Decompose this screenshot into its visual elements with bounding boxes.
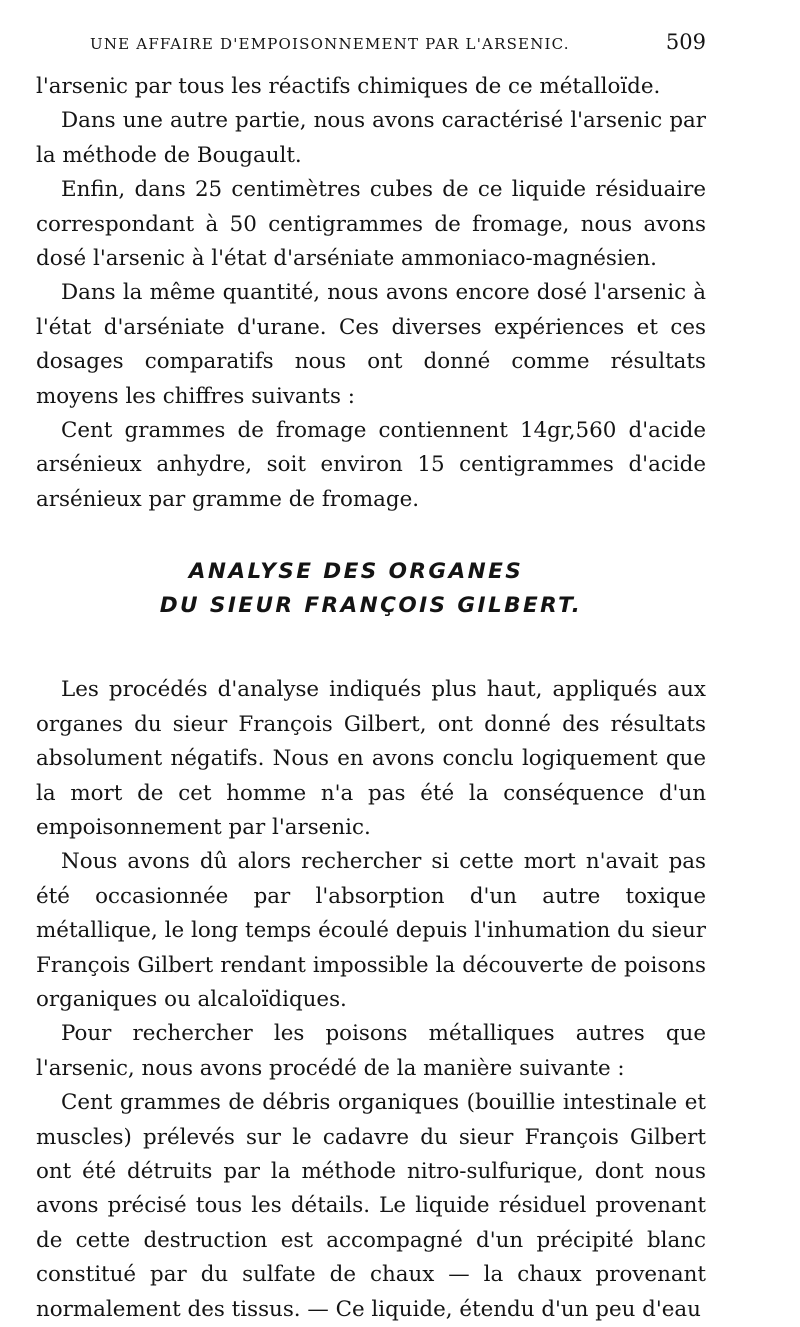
paragraph: Les procédés d'analyse indiqués plus haut, appliqués aux organes du sieur François Gilbert, ont donné des résultats absolument négatifs. Nous en avons conclu logiquement que la mort de cet homme n'a pas été la conséquence d'un empoisonnement par l'arsenic. xyxy=(36,677,706,840)
page-number: 509 xyxy=(665,30,706,54)
paragraph: Pour rechercher les poisons métalliques autres que l'arsenic, nous avons procédé de la manière suivante : xyxy=(36,1021,706,1081)
paragraph: Cent grammes de fromage contiennent 14gr,560 d'acide arsénieux anhydre, soit environ 15 centigrammes d'acide arsénieux par gramme de fromage. xyxy=(36,418,706,512)
paragraph: Enfin, dans 25 centimètres cubes de ce liquide résiduaire correspondant à 50 centigrammes de fromage, nous avons dosé l'arsenic à l'état d'arséniate ammoniaco-magnésien. xyxy=(36,177,706,272)
paragraph: l'arsenic par tous les réactifs chimiques de ce métalloïde. xyxy=(36,74,661,99)
paragraph: Dans une autre partie, nous avons caractérisé l'arsenic par la méthode de Bougault. xyxy=(36,108,706,168)
section-heading-line-1: ANALYSE DES ORGANES xyxy=(188,559,524,585)
paragraph: Nous avons dû alors rechercher si cette mort n'avait pas été occasionnée par l'absorption d'un autre toxique métallique, le long temps écoulé depuis l'inhumation du sieur François Gilbert rendant impossible la découverte de poisons organiques ou alcaloïdiques. xyxy=(36,849,706,1012)
paragraph: Dans la même quantité, nous avons encore dosé l'arsenic à l'état d'arséniate d'urane. Ces diverses expériences et ces dosages comparatifs nous ont donné comme résultats moyens les chiffres suivants : xyxy=(36,280,706,409)
body-text-bottom xyxy=(36,673,706,1327)
section-heading-line-2: DU SIEUR FRANÇOIS GILBERT. xyxy=(159,593,583,619)
running-head xyxy=(90,30,706,70)
body-text-top xyxy=(36,70,706,517)
paragraph: Cent grammes de débris organiques (bouillie intestinale et muscles) prélevés sur le cadavre du sieur François Gilbert ont été détruits par la méthode nitro-sulfurique, dont nous avons précisé tous les détails. Le liquide résiduel provenant de cette destruction est accompagné d'un précipité blanc constitué par du sulfate de chaux — la chaux provenant normalement des tissus. — Ce liquide, étendu d'un peu d'eau xyxy=(36,1090,706,1322)
section-heading xyxy=(36,555,706,623)
running-title: UNE AFFAIRE D'EMPOISONNEMENT PAR L'ARSENIC. xyxy=(90,35,570,53)
